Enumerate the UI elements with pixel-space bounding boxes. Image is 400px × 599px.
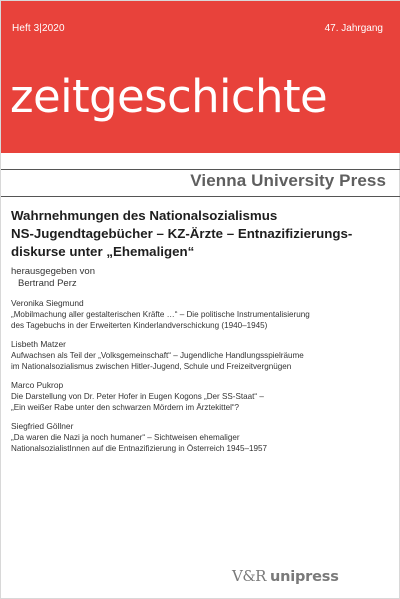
issue-title-line-3: diskurse unter „Ehemaligen“ [11, 244, 195, 259]
article-author: Lisbeth Matzer [11, 339, 66, 349]
title-band [1, 1, 400, 153]
publisher-logo [232, 567, 339, 585]
article-title-line: des Tagebuchs in der Erweiterten Kinderlandverschickung (1940–1945) [11, 321, 268, 330]
logo-name: unipress [269, 569, 339, 585]
table-of-contents [11, 207, 393, 454]
article-entry [11, 380, 393, 413]
issue-title-line-2: NS-Jugendtagebücher – KZ-Ärzte – Entnazifizierungs- [11, 226, 353, 241]
article-title-line: Die Darstellung von Dr. Peter Hofer in Eugen Kogons „Der SS-Staat“ – [11, 392, 264, 401]
article-title-line: „Mobilmachung aller gestalterischen Kräfte …“ – Die politische Instrumentalisierung [11, 310, 310, 319]
article-author: Veronika Siegmund [11, 298, 84, 308]
article-author: Siegfried Göllner [11, 421, 74, 431]
issue-title [11, 207, 393, 261]
article-entry [11, 421, 393, 454]
article-entry [11, 298, 393, 331]
article-title-line: Aufwachsen als Teil der „Volksgemeinschaft“ – Jugendliche Handlungsspielräume [11, 351, 304, 360]
issue-title-line-1: Wahrnehmungen des Nationalsozialismus [11, 208, 278, 223]
article-entry [11, 339, 393, 372]
volume-number: 47. Jahrgang [324, 23, 383, 34]
article-title-line: im Nationalsozialismus zwischen Hitler-Jugend, Schule und Freizeitvergnügen [11, 362, 292, 371]
article-author: Marco Pukrop [11, 380, 64, 390]
article-title-line: „Ein weißer Rabe unter den schwarzen Mördern im Ärztekittel“? [11, 403, 240, 412]
logo-mark: V&R [232, 567, 266, 585]
publisher-bar [1, 169, 400, 197]
journal-title: zeitgeschichte [10, 70, 328, 123]
issue-number: Heft 3|2020 [12, 23, 65, 34]
article-title-line: „Da waren die Nazi ja noch humaner“ – Sichtweisen ehemaliger [11, 433, 240, 442]
article-title-line: NationalsozialistInnen auf die Entnazifizierung in Österreich 1945–1957 [11, 444, 268, 453]
publisher-name: Vienna University Press [190, 171, 386, 190]
editor-name: Bertrand Perz [18, 278, 77, 289]
editor-label: herausgegeben von [11, 266, 95, 277]
